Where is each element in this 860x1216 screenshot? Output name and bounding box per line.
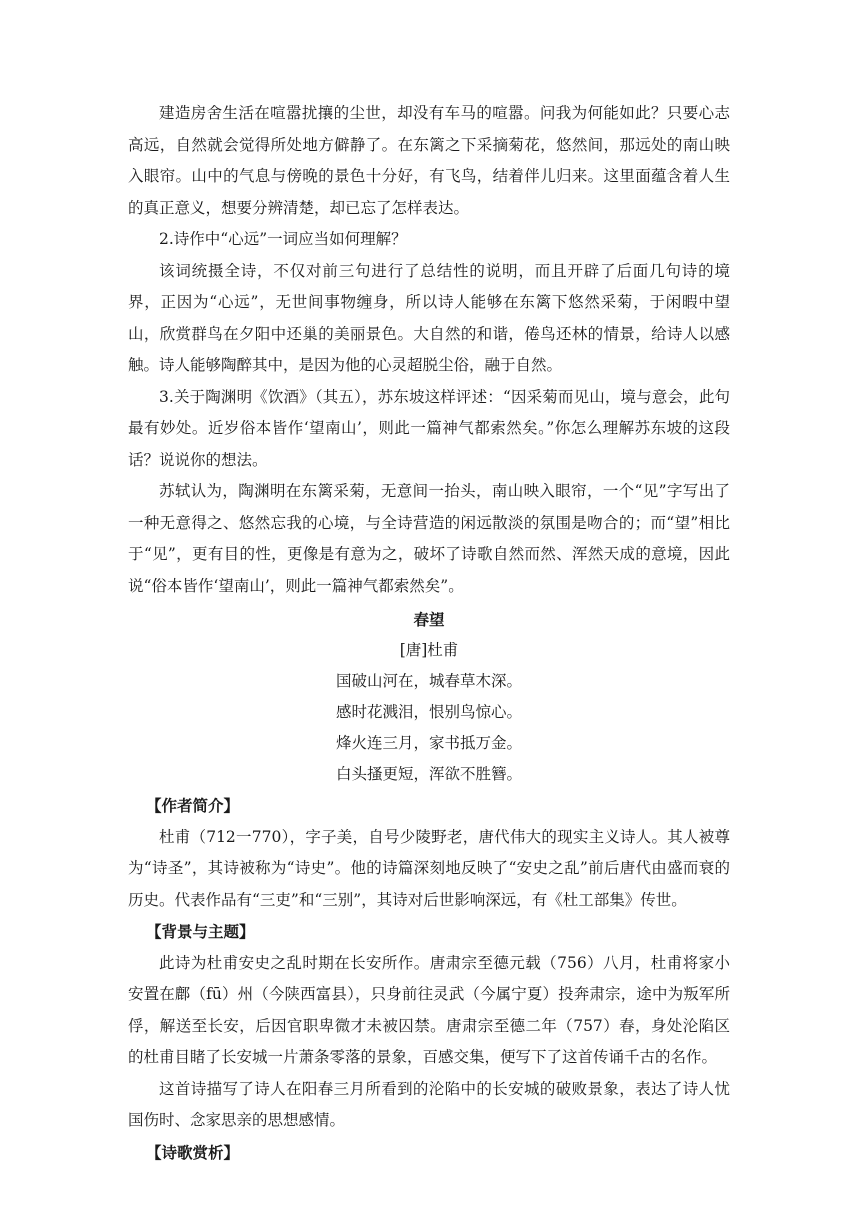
appreciation-heading: 【诗歌赏析】	[146, 1142, 240, 1162]
poem-line: 国破山河在，城春草木深。	[335, 672, 522, 690]
poem-line: 白头搔更短，浑欲不胜簪。	[335, 765, 522, 783]
answer-2: 该词统摄全诗，不仅对前三句进行了总结性的说明，而且开辟了后面几句诗的境界，正因为“心远”，无世间事物缠身，所以诗人能够在东篱下悠然采菊，于闲暇中望山，欣赏群鸟在夕阳中还巢的美丽景色。大自然的和谐，倦鸟还林的情景，给诗人以感触。诗人能够陶醉其中，是因为他的心灵超脱尘俗，融于自然。	[128, 261, 730, 374]
poem-line: 烽火连三月，家书抵万金。	[335, 734, 522, 752]
question-2: 2.诗作中“心远”一词应当如何理解？	[159, 230, 407, 248]
poem-title: 春望	[413, 610, 445, 629]
answer-3: 苏轼认为，陶渊明在东篱采菊，无意间一抬头，南山映入眼帘，一个“见”字写出了一种无意得之、悠然忘我的心境，与全诗营造的闲远散淡的氛围是吻合的；而“望”相比于“见”，更有目的性，更像是有意为之，破坏了诗歌自然而然、浑然天成的意境，因此说“俗本皆作‘望南山’，则此一篇神气都索然矣”。	[128, 482, 730, 595]
document-body	[128, 98, 730, 1168]
theme-text: 这首诗描写了诗人在阳春三月所看到的沦陷中的长安城的破败景象，表达了诗人忧国伤时、念家思亲的思想感情。	[128, 1079, 730, 1129]
background-text: 此诗为杜甫安史之乱时期在长安所作。唐肃宗至德元载（756）八月，杜甫将家小安置在鄜（fū）州（今陕西富县），只身前往灵武（今属宁夏）投奔肃宗，途中为叛军所俘，解送至长安，后因官职卑微才未被囚禁。唐肃宗至德二年（757）春，身处沦陷区的杜甫目睹了长安城一片萧条零落的景象，百感交集，便写下了这首传诵千古的名作。	[128, 953, 730, 1066]
author-intro-heading: 【作者简介】	[146, 796, 240, 815]
poem-line: 感时花溅泪，恨别鸟惊心。	[335, 703, 522, 721]
question-3: 3.关于陶渊明《饮酒》（其五），苏东坡这样评述：“因采菊而见山，境与意会，此句最有妙处。近岁俗本皆作‘望南山’，则此一篇神气都索然矣。”你怎么理解苏东坡的这段话？说说你的想法。	[128, 387, 730, 469]
translation-paragraph: 建造房舍生活在喧嚣扰攘的尘世，却没有车马的喧嚣。问我为何能如此？只要心志高远，自然就会觉得所处地方僻静了。在东篱之下采摘菊花，悠然间，那远处的南山映入眼帘。山中的气息与傍晚的景色十分好，有飞鸟，结着伴儿归来。这里面蕴含着人生的真正意义，想要分辨清楚，却已忘了怎样表达。	[128, 104, 730, 217]
author-intro-text: 杜甫（712一770），字子美，自号少陵野老，唐代伟大的现实主义诗人。其人被尊为“诗圣”，其诗被称为“诗史”。他的诗篇深刻地反映了“安史之乱”前后唐代由盛而衰的历史。代表作品有“三吏”和“三别”，其诗对后世影响深远，有《杜工部集》传世。	[128, 827, 730, 909]
background-heading: 【背景与主题】	[146, 922, 255, 941]
poem-author: [唐]杜甫	[399, 641, 459, 659]
